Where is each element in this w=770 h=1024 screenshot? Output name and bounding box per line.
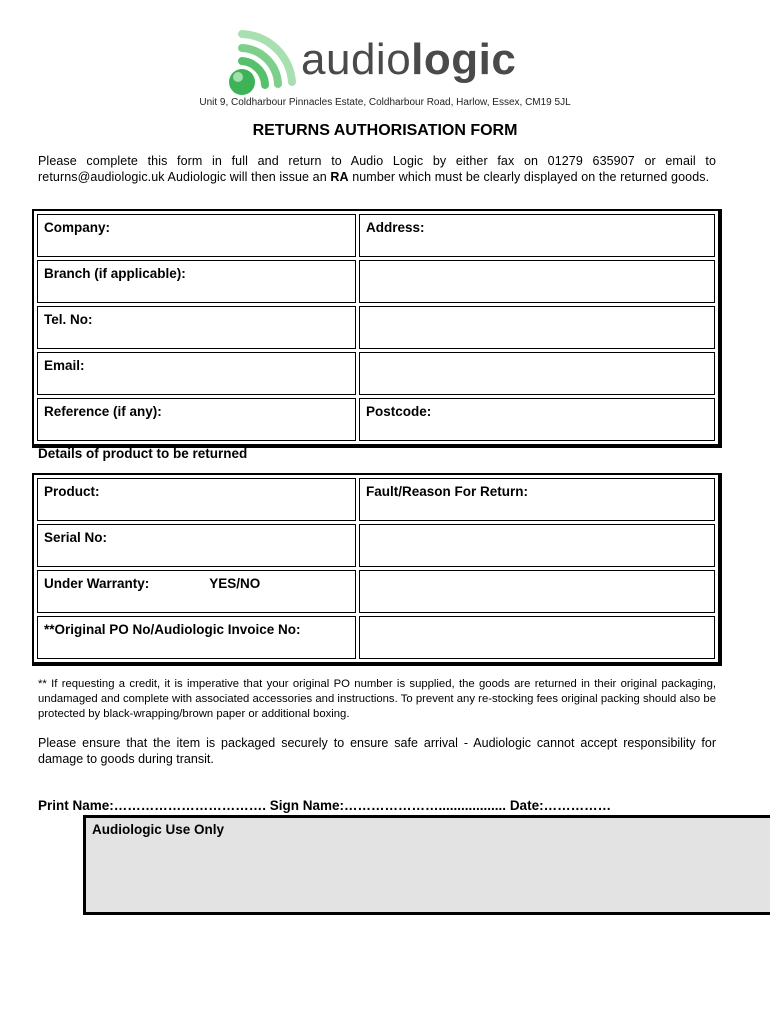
tel-field[interactable]: Tel. No: bbox=[37, 306, 356, 349]
reference-field[interactable]: Reference (if any): bbox=[37, 398, 356, 441]
address-line-3-field[interactable] bbox=[359, 306, 715, 349]
company-address: Unit 9, Coldharbour Pinnacles Estate, Coldharbour Road, Harlow, Essex, CM19 5JL bbox=[199, 97, 571, 108]
address-field[interactable]: Address: bbox=[359, 214, 715, 257]
customer-details-table bbox=[32, 209, 722, 448]
serial-field[interactable]: Serial No: bbox=[37, 524, 356, 567]
fault-reason-line-2[interactable] bbox=[359, 524, 715, 567]
postcode-field[interactable]: Postcode: bbox=[359, 398, 715, 441]
office-use-box bbox=[83, 815, 770, 915]
print-name-field[interactable]: Print Name:……………………………. bbox=[38, 798, 270, 813]
product-details-table bbox=[32, 473, 722, 666]
address-line-2-field[interactable] bbox=[359, 260, 715, 303]
logo-wordmark: audiologic bbox=[301, 35, 517, 84]
warranty-options[interactable]: YES/NO bbox=[209, 576, 261, 591]
date-field[interactable]: Date:…………… bbox=[509, 798, 612, 813]
office-use-label: Audiologic Use Only bbox=[92, 822, 225, 837]
signature-line bbox=[38, 798, 611, 813]
sign-name-field[interactable]: Sign Name:………………….................. bbox=[269, 798, 510, 813]
warranty-label: Under Warranty: bbox=[44, 576, 150, 591]
po-invoice-field[interactable]: **Original PO No/Audiologic Invoice No: bbox=[37, 616, 356, 659]
product-field[interactable]: Product: bbox=[37, 478, 356, 521]
warranty-field[interactable] bbox=[37, 570, 356, 613]
fault-reason-line-3[interactable] bbox=[359, 570, 715, 613]
signal-waves-icon bbox=[226, 30, 306, 96]
fault-reason-line-4[interactable] bbox=[359, 616, 715, 659]
company-field[interactable]: Company: bbox=[37, 214, 356, 257]
form-title: RETURNS AUTHORISATION FORM bbox=[252, 122, 518, 139]
credit-footnote: ** If requesting a credit, it is imperative that your original PO number is supplied, the goods are returned in their original packaging, undamaged and complete with associated accessories and instructions. To prevent any re-stocking fees original packing should also be protected by black-wrapping/brown paper or additional boxing. bbox=[38, 678, 716, 720]
intro-paragraph: Please complete this form in full and return to Audio Logic by either fax on 01279 635907 or email to returns@audiologic.uk Audiologic will then issue an RA number which must be clearly displayed on the returned goods. bbox=[38, 154, 716, 184]
packaging-note: Please ensure that the item is packaged securely to ensure safe arrival - Audiologic cannot accept responsibility for damage to goods during transit. bbox=[38, 736, 716, 766]
branch-field[interactable]: Branch (if applicable): bbox=[37, 260, 356, 303]
fault-reason-field[interactable]: Fault/Reason For Return: bbox=[359, 478, 715, 521]
product-section-title: Details of product to be returned bbox=[38, 446, 248, 461]
address-line-4-field[interactable] bbox=[359, 352, 715, 395]
email-field[interactable]: Email: bbox=[37, 352, 356, 395]
audiologic-logo bbox=[226, 30, 556, 96]
